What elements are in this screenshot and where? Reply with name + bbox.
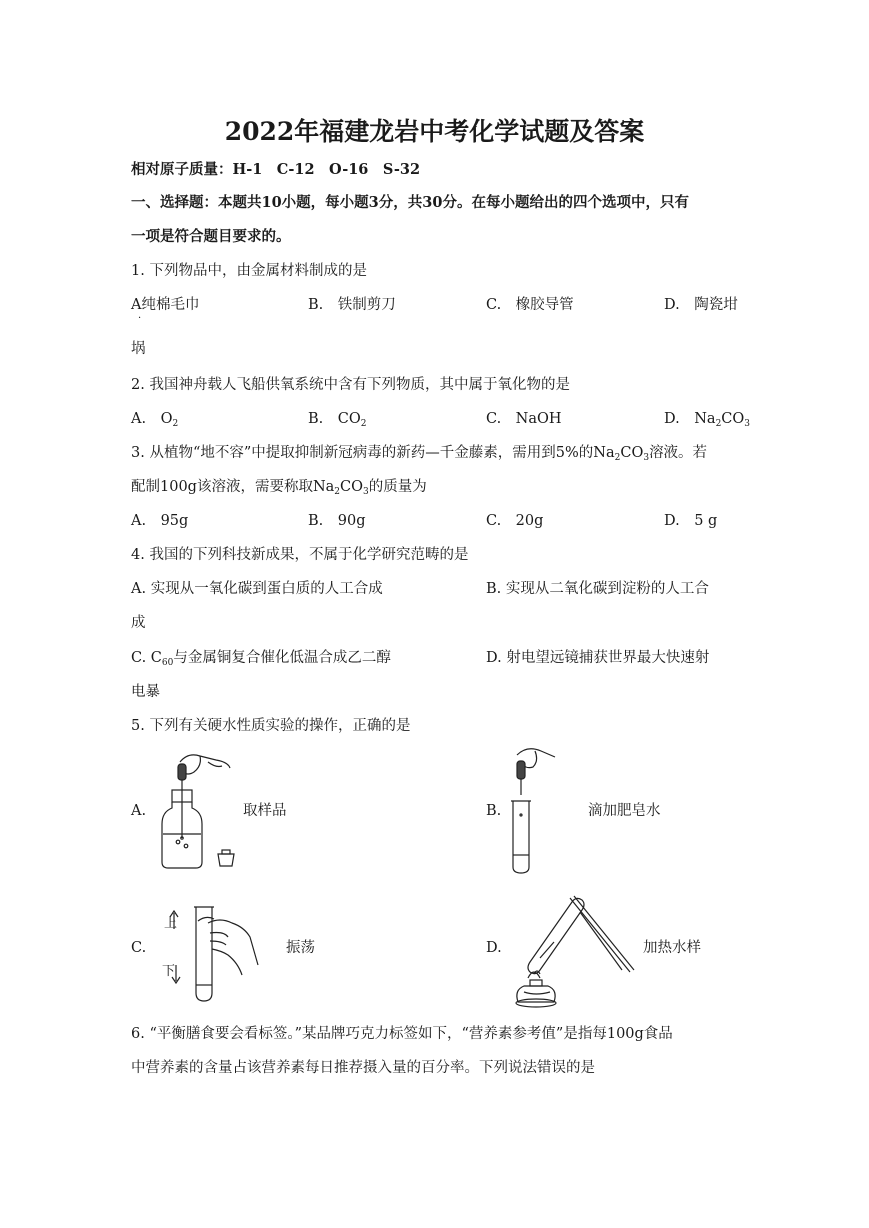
q6-stem-line1: 6. “平衡膳食要会看标签。”某品牌巧克力标签如下，“营养素参考值”是指每100g食品 bbox=[131, 1026, 673, 1042]
q4-stem: 4. 我国的下列科技新成果，不属于化学研究范畴的是 bbox=[131, 547, 469, 563]
section-heading-line2: 一项是符合题目要求的。 bbox=[131, 228, 291, 245]
q1-option-d-cont: 埚 bbox=[131, 341, 146, 357]
q4-option-b-cont: 成 bbox=[131, 615, 146, 631]
q1-option-d: D. 陶瓷坩 bbox=[664, 297, 738, 313]
heating-test-tube-figure bbox=[510, 892, 645, 1010]
q1-option-b: B. 铁制剪刀 bbox=[308, 297, 396, 313]
q5-option-b-text: 滴加肥皂水 bbox=[588, 803, 661, 819]
q2-option-c: C. NaOH bbox=[486, 411, 562, 427]
section-heading-line1: 一、选择题：本题共10小题，每小题3分，共30分。在每小题给出的四个选项中，只有 bbox=[131, 194, 689, 211]
atomic-masses: 相对原子质量：H-1 C-12 O-16 S-32 bbox=[131, 161, 421, 178]
q3-stem-line1: 3. 从植物“地不容”中提取抑制新冠病毒的新药—千金藤素，需用到5%的$Na_2CO_3$溶液。若 bbox=[131, 445, 708, 463]
q1-option-a: A纯棉毛巾 bbox=[131, 297, 200, 313]
q5-option-c-text: 振荡 bbox=[286, 940, 315, 956]
q4-option-d: D. 射电望远镜捕获世界最大快速射 bbox=[486, 650, 710, 666]
q5-stem: 5. 下列有关硬水性质实验的操作，正确的是 bbox=[131, 718, 411, 734]
q6-stem-line2: 中营养素的含量占该营养素每日推荐摄入量的百分率。下列说法错误的是 bbox=[131, 1060, 595, 1076]
q5-option-a-label: A. bbox=[131, 803, 147, 819]
stray-dot: · bbox=[138, 313, 142, 324]
q3-option-b: B. 90g bbox=[308, 513, 366, 529]
q5-option-d-label: D. bbox=[486, 940, 502, 956]
q3-option-c: C. 20g bbox=[486, 513, 544, 529]
reagent-bottle-dropper-figure bbox=[158, 750, 248, 872]
q2-stem: 2. 我国神舟载人飞船供氧系统中含有下列物质，其中属于氧化物的是 bbox=[131, 377, 570, 393]
test-tube-dropper-figure bbox=[505, 745, 565, 877]
q4-option-b: B. 实现从二氧化碳到淀粉的人工合 bbox=[486, 581, 709, 597]
q3-option-a: A. 95g bbox=[131, 513, 189, 529]
q3-stem-line2: 配制100g该溶液，需要称取$Na_2CO_3$的质量为 bbox=[131, 479, 427, 497]
q5-option-a-text: 取样品 bbox=[243, 803, 287, 819]
q5-option-c-up-label: 上 bbox=[164, 916, 178, 931]
q4-option-a: A. 实现从一氧化碳到蛋白质的人工合成 bbox=[131, 581, 383, 597]
q1-stem: 1. 下列物品中，由金属材料制成的是 bbox=[131, 263, 367, 279]
q5-option-c-label: C. bbox=[131, 940, 147, 956]
q2-option-a: A. $O_2$ bbox=[131, 411, 179, 429]
q2-option-d: D. $Na_2CO_3$ bbox=[664, 411, 751, 429]
q5-option-b-label: B. bbox=[486, 803, 502, 819]
q1-option-c: C. 橡胶导管 bbox=[486, 297, 574, 313]
q4-option-d-cont: 电暴 bbox=[131, 684, 160, 700]
page-title: 2022年福建龙岩中考化学试题及答案 bbox=[224, 117, 645, 146]
q3-option-d: D. 5 g bbox=[664, 513, 718, 529]
q4-option-c: C. $C_{60}$与金属铜复合催化低温合成乙二醇 bbox=[131, 650, 391, 668]
q5-option-c-down-label: 下 bbox=[162, 964, 176, 979]
q2-option-b: B. $CO_2$ bbox=[308, 411, 367, 429]
q5-option-d-text: 加热水样 bbox=[643, 940, 701, 956]
shaking-test-tube-figure bbox=[158, 893, 268, 1005]
